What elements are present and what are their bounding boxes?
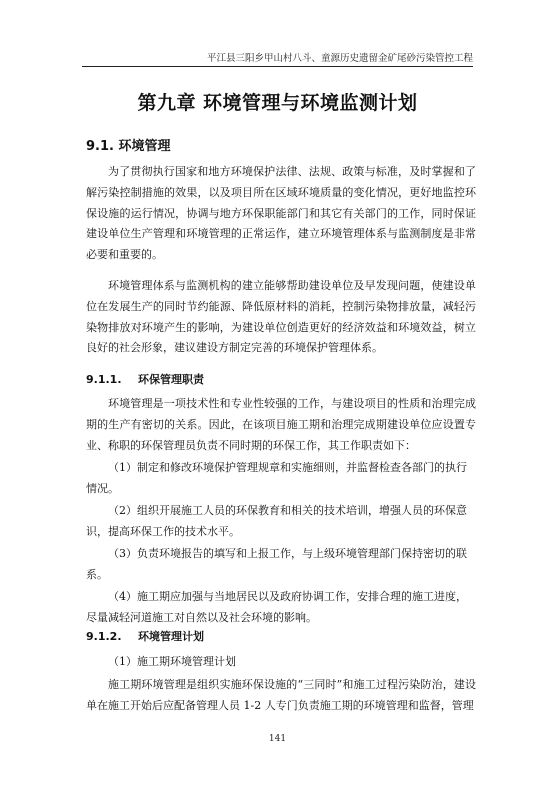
page-number: 141	[268, 734, 287, 744]
section-heading-9-1-2	[86, 628, 204, 644]
running-header: 平江县三阳乡甲山村八斗、童源历史遗留金矿尾砂污染管控工程	[206, 53, 473, 64]
duty-item-1: （1）制定和修改环境保护管理规章和实施细则，并监督检查各部门的执行情况。	[86, 461, 467, 495]
section-title: 环境管理计划	[138, 630, 204, 643]
chapter-title: 第九章 环境管理与环境监测计划	[137, 92, 418, 114]
paragraph-construction-plan: 施工期环境管理是组织实施环保设施的“三同时”和施工过程污染防治，建设单在施工开始后应配备管理人员 1-2 人专门负责施工期的环境管理和监督，管理	[86, 678, 476, 712]
section-title: 环保管理职责	[138, 373, 204, 386]
section-heading-9-1: 9.1. 环境管理	[86, 139, 171, 154]
section-number: 9.1.1.	[86, 373, 122, 386]
paragraph-duties-intro: 环境管理是一项技术性和专业性较强的工作，与建设项目的性质和治理完成期的生产有密切的关系。因此，在该项目施工期和治理完成期建设单位应设置专业、称职的环保管理员负责不同时期的环保工作，其工作职责如下：	[86, 397, 476, 452]
section-number: 9.1.2.	[86, 630, 122, 643]
duty-item-2: （2）组织开展施工人员的环保教育和相关的技术培训，增强人员的环保意识，提高环保工作的技术水平。	[86, 504, 467, 538]
section-heading-9-1-1	[86, 371, 204, 387]
header-rule	[82, 66, 473, 67]
paragraph-system: 环境管理体系与监测机构的建立能够帮助建设单位及早发现问题，使建设单位在发展生产的同时节约能源、降低原材料的消耗，控制污染物排放量，减轻污染物排放对环境产生的影响，为建设单位创造更好的经济效益和环境效益，树立良好的社会形象，建议建设方制定完善的环境保护管理体系。	[86, 279, 476, 355]
duty-item-3: （3）负责环境报告的填写和上报工作，与上级环境管理部门保持密切的联系。	[86, 547, 467, 581]
subheading-construction-plan: （1）施工期环境管理计划	[108, 655, 236, 668]
paragraph-purpose: 为了贯彻执行国家和地方环境保护法律、法规、政策与标准，及时掌握和了解污染控制措施的效果，以及项目所在区域环境质量的变化情况，更好地监控环保设施的运行情况，协调与地方环保职能部门和其它有关部门的工作，同时保证建设单位生产管理和环境管理的正常运作，建立环境管理体系与监测制度是非常必要和重要的。	[86, 165, 476, 262]
duty-item-4: （4）施工期应加强与当地居民以及政府协调工作，安排合理的施工进度，尽量减轻河道施工对自然以及社会环境的影响。	[86, 590, 467, 624]
